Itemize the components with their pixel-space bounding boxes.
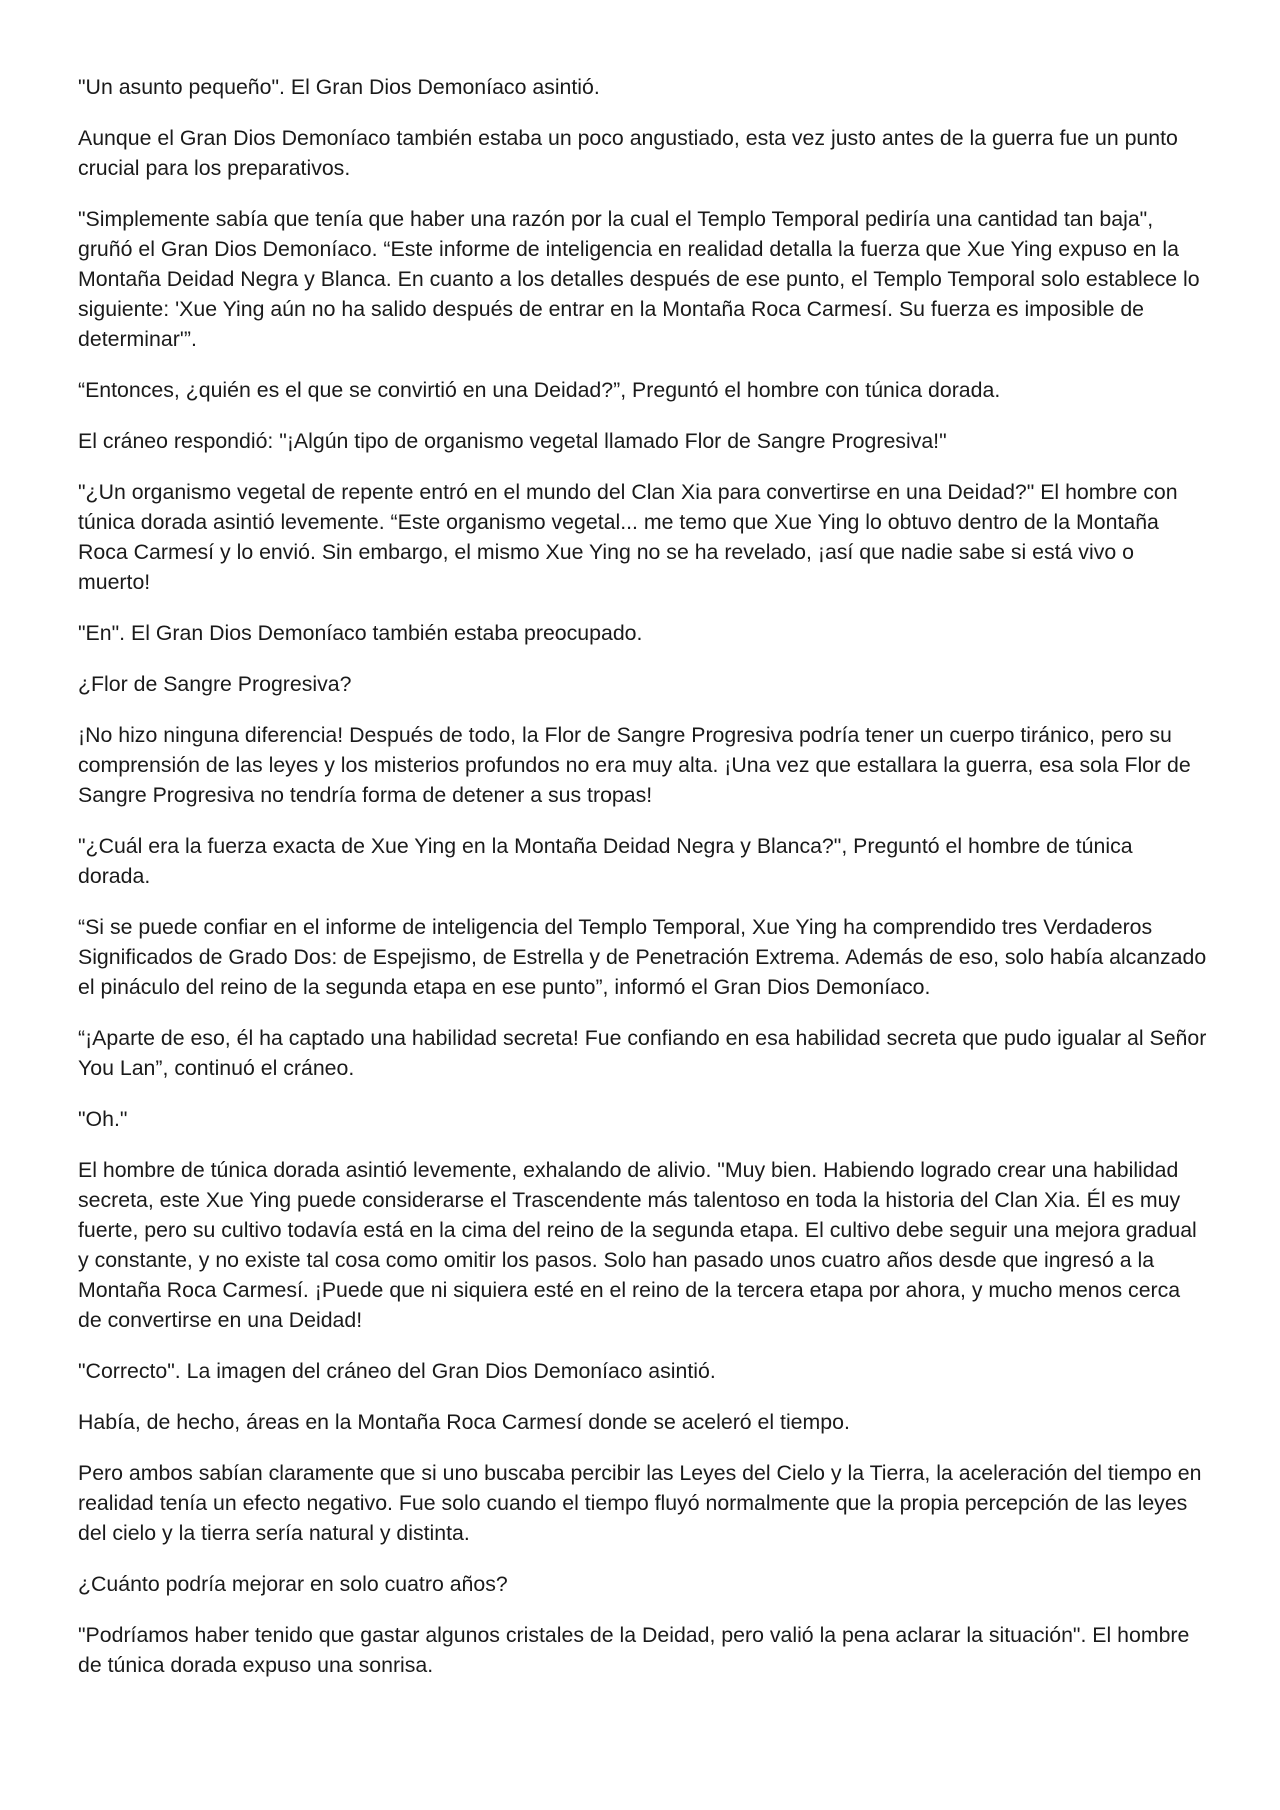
paragraph: “Entonces, ¿quién es el que se convirtió en una Deidad?”, Preguntó el hombre con túnica dorada. (78, 378, 1001, 402)
paragraph: ¿Flor de Sangre Progresiva? (78, 672, 352, 696)
paragraph: "Correcto". La imagen del cráneo del Gran Dios Demoníaco asintió. (78, 1359, 716, 1383)
paragraph: “¡Aparte de eso, él ha captado una habilidad secreta! Fue confiando en esa habilidad secreta que pudo igualar al Señor You Lan”, continuó el cráneo. (78, 1026, 1207, 1080)
paragraph: Aunque el Gran Dios Demoníaco también estaba un poco angustiado, esta vez justo antes de la guerra fue un punto crucial para los preparativos. (78, 126, 1178, 180)
paragraph: "¿Un organismo vegetal de repente entró en el mundo del Clan Xia para convertirse en una Deidad?" El hombre con túnica dorada asintió levemente. “Este organismo vegetal... me temo que Xue Ying lo obtuvo dentro de la Montaña Roca Carmesí y lo envió. Sin embargo, el mismo Xue Ying no se ha revelado, ¡así que nadie sabe si está vivo o muerto! (78, 480, 1178, 594)
paragraph: ¿Cuánto podría mejorar en solo cuatro años? (78, 1572, 508, 1596)
paragraph: Pero ambos sabían claramente que si uno buscaba percibir las Leyes del Cielo y la Tierra, la aceleración del tiempo en realidad tenía un efecto negativo. Fue solo cuando el tiempo fluyó normalmente que la propia percepción de las leyes del cielo y la tierra sería natural y distinta. (78, 1461, 1202, 1545)
paragraph: "Un asunto pequeño". El Gran Dios Demoníaco asintió. (78, 75, 600, 99)
paragraph: "Oh." (78, 1107, 128, 1131)
paragraph: "¿Cuál era la fuerza exacta de Xue Ying en la Montaña Deidad Negra y Blanca?", Preguntó el hombre de túnica dorada. (78, 834, 1133, 888)
paragraph: Había, de hecho, áreas en la Montaña Roca Carmesí donde se aceleró el tiempo. (78, 1410, 850, 1434)
paragraph: El cráneo respondió: "¡Algún tipo de organismo vegetal llamado Flor de Sangre Progresiva!" (78, 429, 947, 453)
paragraph: “Si se puede confiar en el informe de inteligencia del Templo Temporal, Xue Ying ha comprendido tres Verdaderos Significados de Grado Dos: de Espejismo, de Estrella y de Penetración Extrema. Además de eso, solo había alcanzado el pináculo del reino de la segunda etapa en ese punto”, informó el Gran Dios Demoníaco. (78, 915, 1207, 999)
paragraph: "Simplemente sabía que tenía que haber una razón por la cual el Templo Temporal pediría una cantidad tan baja", gruñó el Gran Dios Demoníaco. “Este informe de inteligencia en realidad detalla la fuerza que Xue Ying expuso en la Montaña Deidad Negra y Blanca. En cuanto a los detalles después de ese punto, el Templo Temporal solo establece lo siguiente: 'Xue Ying aún no ha salido después de entrar en la Montaña Roca Carmesí. Su fuerza es imposible de determinar'”. (78, 207, 1200, 351)
paragraph: "Podríamos haber tenido que gastar algunos cristales de la Deidad, pero valió la pena aclarar la situación". El hombre de túnica dorada expuso una sonrisa. (78, 1623, 1190, 1677)
paragraph: "En". El Gran Dios Demoníaco también estaba preocupado. (78, 621, 643, 645)
paragraph: El hombre de túnica dorada asintió levemente, exhalando de alivio. "Muy bien. Habiendo logrado crear una habilidad secreta, este Xue Ying puede considerarse el Trascendente más talentoso en toda la historia del Clan Xia. Él es muy fuerte, pero su cultivo todavía está en la cima del reino de la segunda etapa. El cultivo debe seguir una mejora gradual y constante, y no existe tal cosa como omitir los pasos. Solo han pasado unos cuatro años desde que ingresó a la Montaña Roca Carmesí. ¡Puede que ni siquiera esté en el reino de la tercera etapa por ahora, y mucho menos cerca de convertirse en una Deidad! (78, 1158, 1197, 1332)
document-body (78, 72, 1208, 1701)
paragraph: ¡No hizo ninguna diferencia! Después de todo, la Flor de Sangre Progresiva podría tener un cuerpo tiránico, pero su comprensión de las leyes y los misterios profundos no era muy alta. ¡Una vez que estallara la guerra, esa sola Flor de Sangre Progresiva no tendría forma de detener a sus tropas! (78, 723, 1191, 807)
